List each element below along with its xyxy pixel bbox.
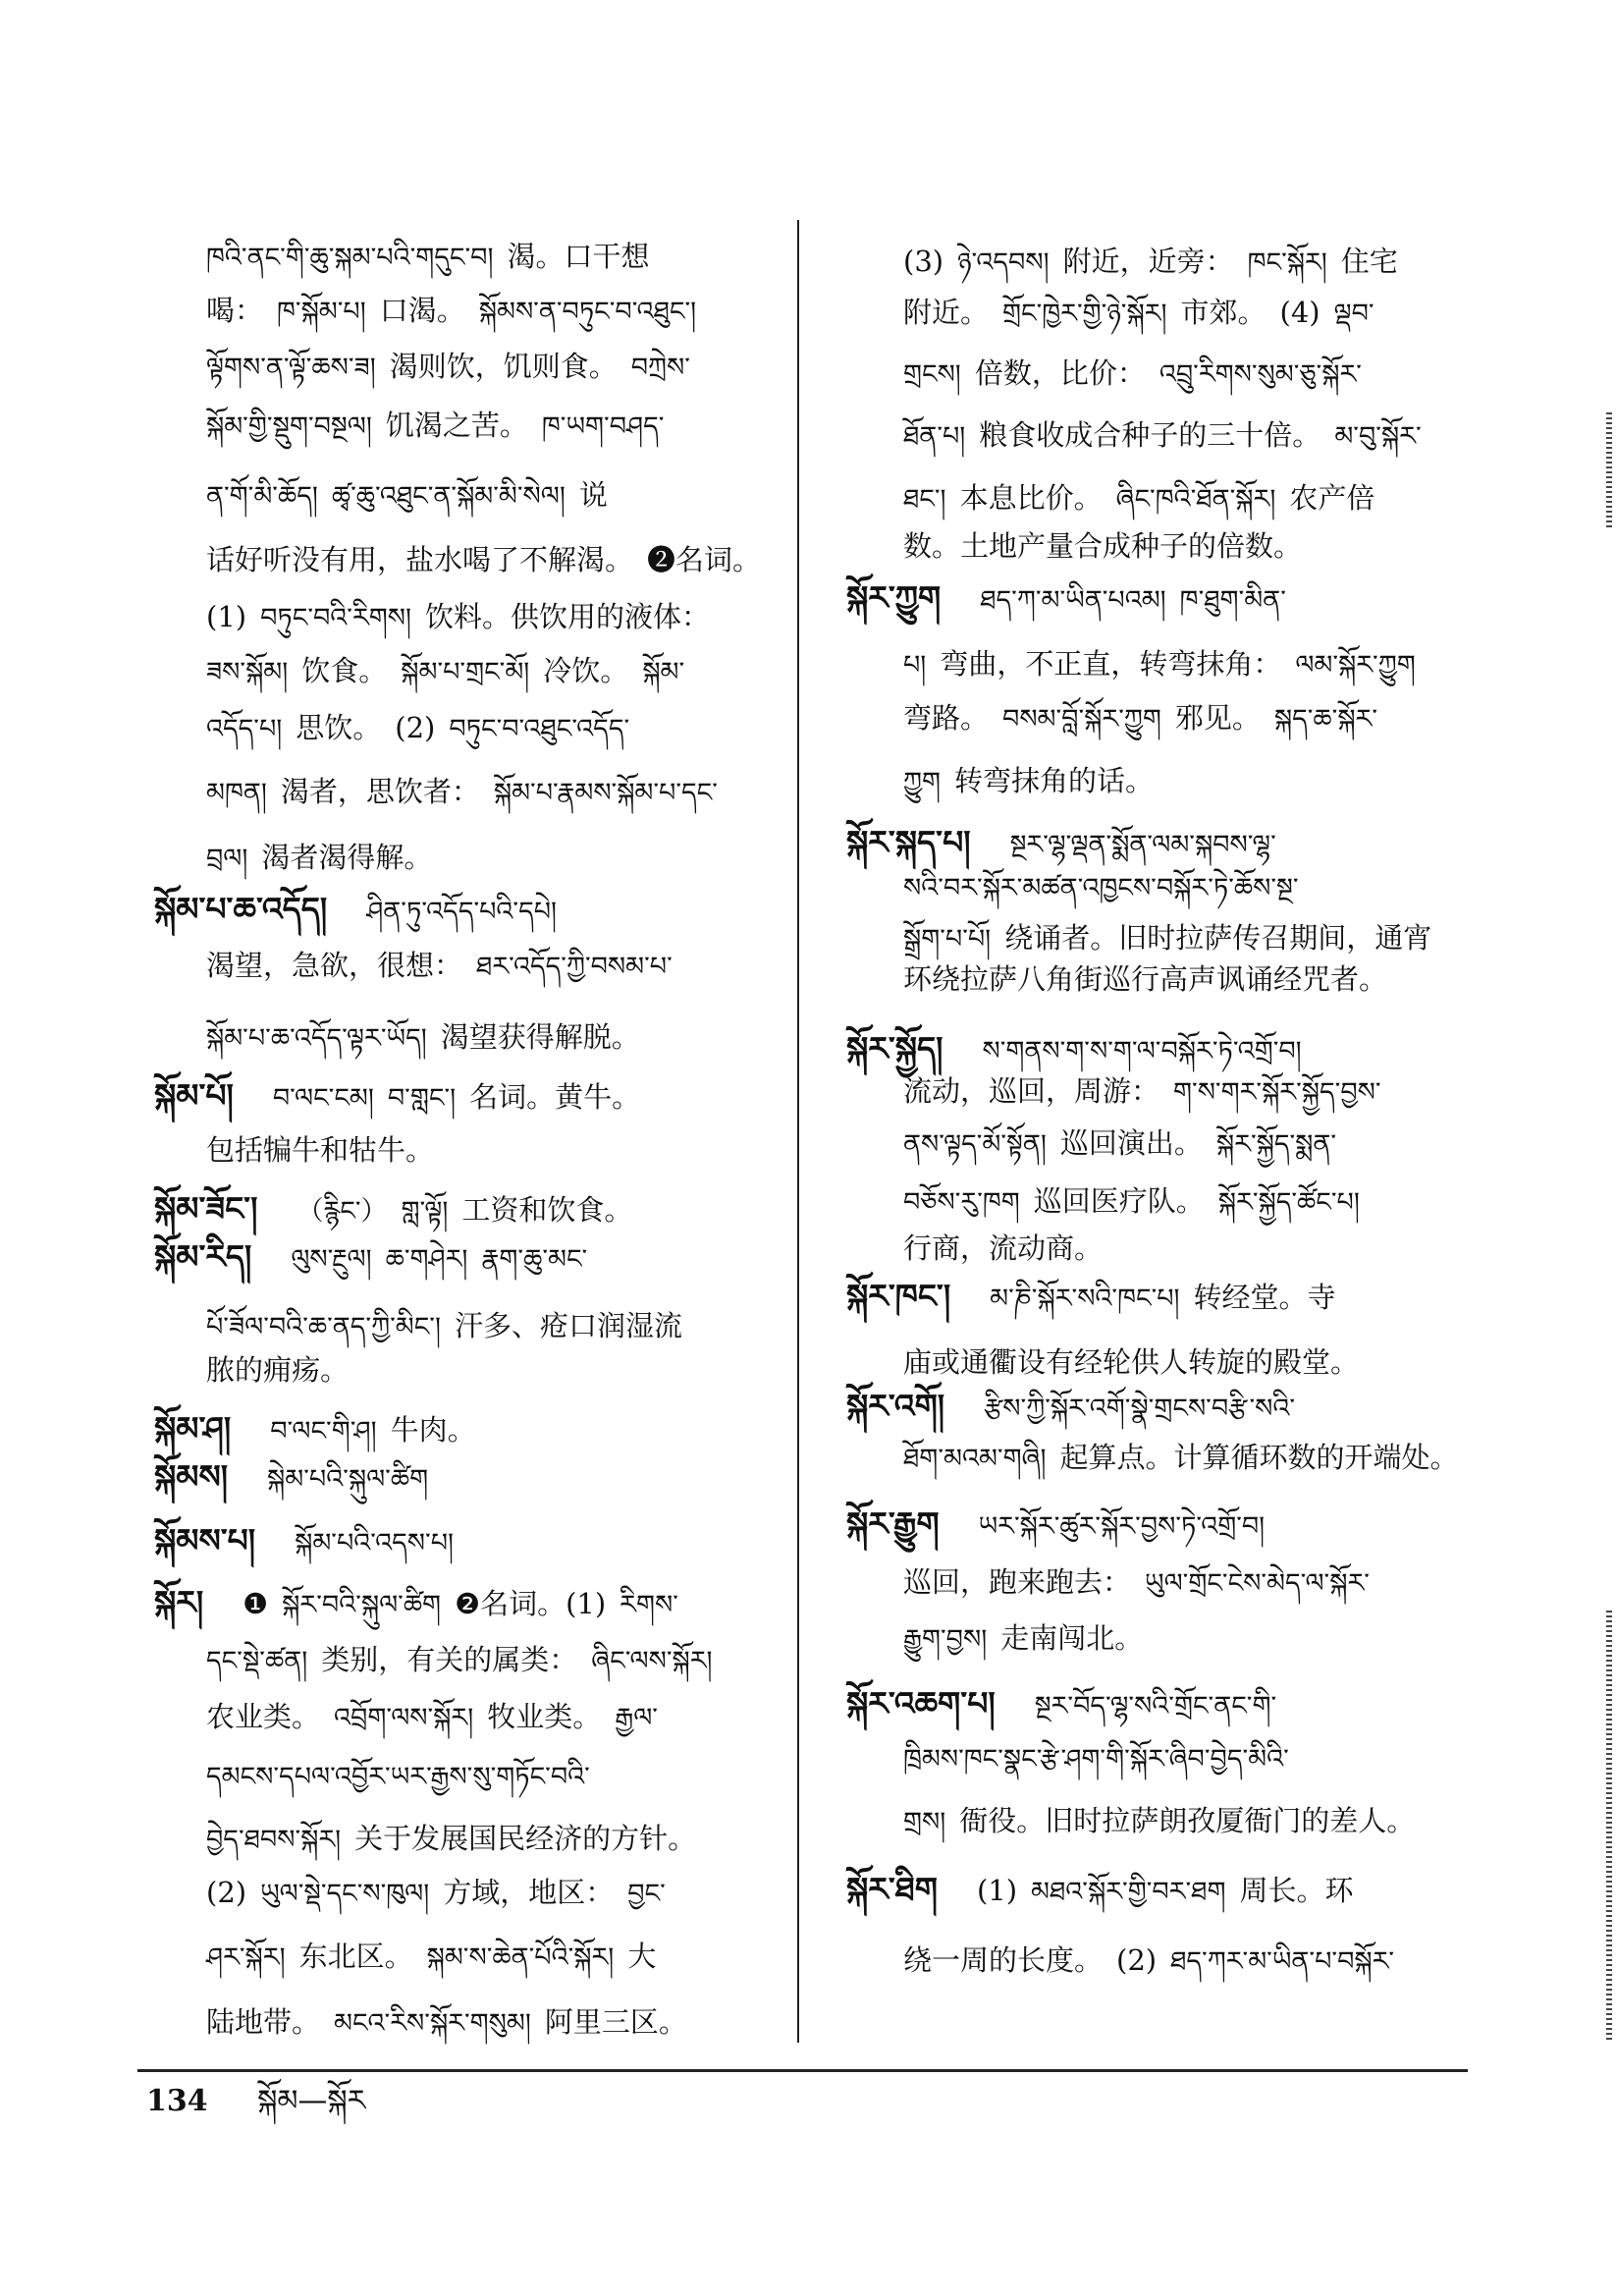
tibetan-text: འདོད་པ། <box>206 714 283 744</box>
chinese-text: 脓的痈疡。 <box>206 1353 350 1387</box>
entry-headline <box>154 1071 654 1121</box>
headword: སྐོར་སྐྱོད། <box>846 1029 943 1067</box>
entry-line <box>206 342 704 391</box>
entry-line <box>206 1932 670 1981</box>
chinese-text: 思饮。 <box>296 711 382 744</box>
chinese-text: ❷名词。(1) <box>455 1587 607 1620</box>
tibetan-text: སྐོམ་པ་རྣམས་སྐོམ་པ་དང་ <box>493 778 718 808</box>
entry-headline <box>154 885 570 934</box>
tibetan-text: རྒྱལ་ <box>615 1703 658 1733</box>
entry-line <box>903 955 1401 1004</box>
tibetan-text: ཞིང་ཁའི་ཐོན་སྐོར། <box>1115 484 1276 515</box>
tibetan-text: བཅོས་རུ་ཁག <box>903 1187 1020 1218</box>
tibetan-text: ཁྲིམས་ཁང་སྣང་རྩེ་ཤག་གི་སྐོར་ཞིབ་བྱེད་མིའི་ <box>903 1744 1289 1775</box>
entry-line <box>903 1176 1374 1226</box>
chinese-text: 邪见。 <box>1174 701 1261 735</box>
chinese-text: 行商，流动商。 <box>903 1231 1104 1265</box>
chinese-text: 说 <box>578 478 608 512</box>
entry-line <box>206 535 775 584</box>
tibetan-text: ཀྱུག <box>903 767 942 797</box>
tibetan-text: སྐོམ་ <box>642 657 685 687</box>
entry-line <box>903 473 1388 522</box>
chinese-text: 巡回演出。 <box>1059 1126 1203 1160</box>
tibetan-text: མངའ་རིས་སྐོར་གསུམ། <box>334 2008 531 2039</box>
entry-line <box>206 592 724 641</box>
tibetan-text: བྲལ། <box>206 844 248 874</box>
chinese-text: 弯路。 <box>903 701 990 735</box>
chinese-text: 工资和饮食。 <box>461 1193 633 1227</box>
tibetan-text: རྒྱུག་བྱས། <box>903 1624 988 1655</box>
entry-line <box>206 401 677 450</box>
entry-headline <box>846 818 1290 867</box>
chinese-text: 汗多、疮口润湿流 <box>454 1309 682 1342</box>
tibetan-text: ཐད་ཀར་མ་ཡིན་པ་བསྐོར་ <box>1170 1946 1395 1977</box>
entry-line <box>903 1119 1350 1168</box>
tibetan-text: བ་ལང་ངམ། <box>272 1083 374 1114</box>
entry-headline <box>846 1382 1309 1431</box>
tibetan-text: རྩིས་ཀྱི་སྐོར་འགོ་སྣེ་གྲངས་བརྩི་སའི་ <box>984 1394 1296 1424</box>
tibetan-text: རིགས་ <box>620 1590 678 1620</box>
tibetan-text: བ་གླང་། <box>387 1083 457 1114</box>
tibetan-text: ཁ་ཐུག་མིན་ <box>1179 585 1286 616</box>
chinese-text: 本息比价。 <box>959 481 1103 515</box>
tibetan-text: འབྲུ་རིགས་སུམ་ཅུ་སྐོར་ <box>1159 359 1362 390</box>
chinese-text: 农产倍 <box>1289 481 1375 515</box>
chinese-text: 口渴。 <box>379 294 465 327</box>
tibetan-text: གྲོང་ཁྱེར་གྱི་ཉེ་སྐོར། <box>1002 299 1167 329</box>
entry-line <box>903 521 1316 571</box>
tibetan-text: ལམ་སྐོར་ཀྱུག <box>1295 650 1416 681</box>
chinese-text: 庙或通衢设有经轮供人转旋的殿堂。 <box>903 1345 1360 1379</box>
tibetan-text: མ་ཎི་སྐོར་སའི་ཁང་པ། <box>990 1284 1180 1314</box>
tibetan-text: སྐོར་སྐྱོད་སྨན་ <box>1215 1129 1337 1160</box>
tibetan-text: སྐོམས་ན་བཏུང་བ་འཐུང་། <box>478 297 697 327</box>
entry-line <box>903 1224 1116 1273</box>
tibetan-text: ཁའི་ནང་གི་ཆུ་སྐམ་པའི་གདུང་བ། <box>206 243 494 273</box>
scan-edge-mark <box>1606 1611 1612 2043</box>
entry-headline <box>846 574 1300 623</box>
tibetan-text: བསམ་བློ་སྐོར་ཀྱུག <box>1002 704 1161 735</box>
entry-line <box>206 1301 696 1350</box>
tibetan-text: ཡུལ་གྲོང་ངེས་མེད་ལ་སྐོར་ <box>1145 1568 1370 1599</box>
tibetan-text: སྐོམ་པ་ཆ་འདོད་ལྟར་ཡོད། <box>206 1023 427 1054</box>
entry-headline <box>154 1184 646 1233</box>
chinese-text: 巡回，跑来跑去： <box>903 1565 1132 1599</box>
chinese-text: 周长。环 <box>1239 1874 1354 1907</box>
tibetan-text: ཡུལ་སྡེ་དང་ས་ཁུལ། <box>260 1879 430 1909</box>
entry-line <box>903 1433 1473 1482</box>
chinese-text: 转经堂。寺 <box>1193 1281 1336 1314</box>
entry-line <box>903 410 1435 460</box>
tibetan-text: སའི་བར་སྐོར་མཚན་འཁྱངས་བསྐོར་ཏེ་ཆོས་སྔ་ <box>903 873 1299 903</box>
entry-headline <box>154 1578 692 1627</box>
tibetan-text: ཁ་ཡག་བཤད་ <box>541 411 665 442</box>
entry-line <box>903 756 1167 805</box>
tibetan-text: ཚྭ་ཆུ་འཐུང་ན་སྐོམ་མི་སེལ། <box>331 481 566 512</box>
headword: སྐོམ་ཤ། <box>154 1409 232 1448</box>
chinese-text: (3) <box>903 245 944 278</box>
tibetan-text: ཁ་སྐོམ་པ། <box>277 297 366 327</box>
chinese-text: 流动，巡回，周游： <box>903 1074 1160 1108</box>
chinese-text: 转弯抹角的话。 <box>954 764 1155 797</box>
chinese-text: (1) <box>976 1874 1018 1907</box>
page-number: 134 <box>146 2084 208 2118</box>
chinese-text: 饥渴之苦。 <box>385 409 528 442</box>
tibetan-text: སྐོར་སྐྱོད་ཚོང་པ། <box>1217 1187 1360 1218</box>
tibetan-text: བཏུང་བའི་རིགས། <box>260 603 412 633</box>
chinese-text: 渴望获得解脱。 <box>440 1020 640 1054</box>
tibetan-text: ག་ས་གར་སྐོར་སྐྱོད་བྱས་ <box>1173 1077 1381 1108</box>
entry-line <box>206 1125 448 1175</box>
tibetan-text: དང་སྡེ་ཚན། <box>206 1646 308 1676</box>
chinese-text: (2) <box>1116 1943 1158 1977</box>
tibetan-text: ལྟོགས་ན་ལྟོ་ཆས་ཟ། <box>206 353 376 383</box>
headword: སྐོར་འགོ། <box>846 1387 945 1425</box>
tibetan-text: ཤིན་ཏུ་འདོད་པའི་དཔེ། <box>366 897 558 927</box>
tibetan-text: བ་ལང་གི་ཤ། <box>270 1416 377 1447</box>
headword: སྐོམ་ཟོང་། <box>154 1189 258 1228</box>
entry-line <box>903 1936 1408 1985</box>
chinese-text: 饮食。 <box>301 654 388 687</box>
chinese-text: 陆地带。 <box>206 2005 321 2039</box>
headword: སྐོམས་པ། <box>154 1521 256 1559</box>
column-divider <box>797 220 799 2043</box>
headword: སྐོམ་པོ། <box>154 1076 234 1115</box>
tibetan-text: ཐོག་མའམ་གཞི། <box>903 1444 1047 1474</box>
tibetan-text: ས་གནས་ག་ས་ག་ལ་བསྐོར་ཏེ་འགྲོ་བ། <box>982 1036 1302 1066</box>
entry-line <box>206 1868 679 1917</box>
headword: སྐོར་འཆག་པ། <box>846 1684 996 1722</box>
chinese-text: 饮料。供饮用的液体： <box>425 600 711 633</box>
chinese-text: (2) <box>395 711 436 744</box>
entry-line <box>206 833 446 882</box>
chinese-text: 农业类。 <box>206 1700 321 1733</box>
entry-headline <box>154 1516 467 1565</box>
tibetan-text: འབྲོག་ལས་སྐོར། <box>334 1703 474 1733</box>
tibetan-text: ཐང་། <box>903 484 946 515</box>
headword: སྐོར་སྐད་པ། <box>846 823 971 861</box>
entry-line <box>206 1692 672 1741</box>
entry-line <box>903 237 1412 286</box>
entry-line <box>206 1345 362 1394</box>
chinese-text: 关于发展国民经济的方针。 <box>354 1822 697 1855</box>
entry-line <box>903 1733 1303 1782</box>
tibetan-text: ཤར་སྐོར། <box>206 1942 286 1973</box>
chinese-text: ❷名词。 <box>647 543 762 576</box>
chinese-text: 弯曲，不正直，转弯抹角： <box>940 647 1282 681</box>
entry-line <box>206 1751 604 1800</box>
headword: སྐོར་ཀྱུག <box>846 578 942 617</box>
entry-line <box>903 1558 1383 1607</box>
entry-line <box>206 286 710 335</box>
page-footer <box>146 2077 365 2126</box>
tibetan-text: སྔར་བོད་ལྷ་སའི་གྲོང་ནང་གི་ <box>1034 1691 1277 1722</box>
chinese-text: 住宅 <box>1340 245 1398 278</box>
entry-line <box>206 767 731 816</box>
chinese-text: 类别，有关的属类： <box>321 1643 578 1676</box>
chinese-text: 粮食收成合种子的三十倍。 <box>979 418 1321 452</box>
entry-headline <box>846 1500 1278 1549</box>
entry-line <box>903 639 1429 688</box>
tibetan-text: བྱང་ <box>627 1879 666 1909</box>
headword: སྐོར། <box>154 1583 204 1621</box>
tibetan-text: ཐད་ཀ་མ་ཡིན་པའམ། <box>980 585 1166 616</box>
tibetan-text: ཆ་གཤེར། <box>385 1244 468 1275</box>
headword: སྐོམ་པ་ཆ་འདོད། <box>154 890 328 928</box>
tibetan-text: མཐའ་སྐོར་གྱི་བར་ཐག <box>1031 1877 1226 1907</box>
tibetan-text: སྐོམ་པའི་འདས་པ། <box>295 1528 454 1558</box>
chinese-text: 起算点。计算循环数的开端处。 <box>1059 1441 1459 1474</box>
chinese-text: 绕一周的长度。 <box>903 1943 1104 1977</box>
tibetan-text: ནས་ལྟད་མོ་སྟོན། <box>903 1129 1047 1160</box>
entry-line <box>206 232 663 281</box>
chinese-text: 市郊。 <box>1180 296 1267 329</box>
tibetan-text: ཁང་སྐོར། <box>1247 247 1327 278</box>
headword: སྐོམས། <box>154 1457 229 1496</box>
entry-headline <box>154 1404 490 1453</box>
chinese-text: 衙役。旧时拉萨朗孜厦衙门的差人。 <box>959 1804 1416 1837</box>
entry-headline <box>154 1452 442 1502</box>
tibetan-text: མཁན། <box>206 778 267 808</box>
chinese-text: 大 <box>627 1940 657 1973</box>
entry-line <box>903 862 1313 911</box>
entry-line <box>903 1796 1428 1845</box>
tibetan-text: བཀྲེས་ <box>630 353 690 383</box>
tibetan-text: བྱེད་ཐབས་སྐོར། <box>206 1825 342 1855</box>
tibetan-text: ལུས་རྔུལ། <box>291 1244 372 1275</box>
chinese-text: 喝： <box>206 294 264 327</box>
chinese-text: 名词。黄牛。 <box>469 1080 641 1114</box>
tibetan-text: （རྙིང་） <box>296 1196 388 1227</box>
entry-line <box>206 646 698 695</box>
chinese-text: 渴者，思饮者： <box>280 775 480 808</box>
tibetan-text: གླ་ལྟོ། <box>401 1196 449 1227</box>
entry-line <box>206 1814 710 1863</box>
entry-line <box>206 941 686 990</box>
tibetan-text: གྲས། <box>903 1807 946 1837</box>
chinese-text: 倍数，比价： <box>974 356 1146 390</box>
tibetan-text: ལྡབ་ <box>1333 299 1374 329</box>
entry-line <box>206 1635 727 1684</box>
chinese-text: 冷饮。 <box>543 654 629 687</box>
entry-line <box>206 1997 701 2047</box>
headword: སྐོར་ཐིག <box>846 1870 938 1908</box>
tibetan-text: ཐར་འདོད་ཀྱི་བསམ་པ་ <box>476 952 673 982</box>
tibetan-text: སྐོམ་པ་གྲང་མོ། <box>401 657 530 687</box>
chinese-text: ❶ <box>243 1587 269 1620</box>
chinese-text: 环绕拉萨八角街巡行高声讽诵经咒者。 <box>903 962 1388 996</box>
tibetan-text: སྐོམ་གྱི་སྡུག་བསྔལ། <box>206 411 372 442</box>
entry-line <box>206 470 621 519</box>
headword-range: སྐོམ—སྐོར <box>257 2084 366 2118</box>
entry-headline <box>846 1272 1350 1321</box>
headword: སྐོར་ཁང་། <box>846 1277 951 1315</box>
entry-headline <box>846 1679 1290 1728</box>
entry-line <box>206 703 643 752</box>
chinese-text: 渴望，急欲，很想： <box>206 949 463 982</box>
tibetan-text: སྐོར་བའི་སྐུལ་ཚིག <box>282 1590 442 1620</box>
chinese-text: (1) <box>206 600 247 633</box>
footer-rule <box>137 2069 1468 2072</box>
headword: སྐོར་རྒྱུག <box>846 1504 940 1543</box>
chinese-text: 数。土地产量合成种子的倍数。 <box>903 529 1303 563</box>
tibetan-text: མ་བུ་སྐོར་ <box>1334 421 1422 452</box>
chinese-text: 渴。口干想 <box>507 240 650 273</box>
entry-line <box>903 1066 1395 1116</box>
tibetan-text: སྒྲོག་པ་པོ། <box>903 924 992 955</box>
entry-line <box>206 1012 654 1062</box>
chinese-text: 走南闯北。 <box>1000 1621 1144 1655</box>
entry-headline <box>846 1865 1368 1914</box>
headword: སྐོམ་རིད། <box>154 1237 252 1276</box>
tibetan-text: བཏུང་བ་འཐུང་འདོད་ <box>449 714 630 744</box>
chinese-text: 绕诵者。旧时拉萨传召期间，通宵 <box>1004 921 1432 955</box>
tibetan-text: པ། <box>903 650 927 681</box>
scan-edge-mark <box>1606 412 1612 530</box>
tibetan-text: སྐམ་ས་ཆེན་པོའི་སྐོར། <box>426 1942 615 1973</box>
chinese-text: 巡回医疗队。 <box>1033 1184 1205 1218</box>
entry-line <box>903 288 1388 337</box>
tibetan-text: སྔར་ལྷ་ལྡན་སྨོན་ལམ་སྐབས་ལྷ་ <box>1009 830 1276 860</box>
entry-line <box>903 349 1375 398</box>
tibetan-text: ན་གོ་མི་ཆོད། <box>206 481 318 512</box>
tibetan-text: ཐོན་པ། <box>903 421 966 452</box>
entry-headline <box>154 1232 601 1282</box>
chinese-text: 牛肉。 <box>390 1413 476 1447</box>
tibetan-text: སྐད་ཆ་སྐོར་ <box>1273 704 1378 735</box>
chinese-text: 东北区。 <box>298 1940 413 1973</box>
tibetan-text: ཡར་སྐོར་ཚུར་སྐོར་བྱས་ཏེ་འགྲོ་བ། <box>978 1511 1266 1542</box>
chinese-text: 方域，地区： <box>443 1876 615 1909</box>
tibetan-text: རྣག་ཆུ་མང་ <box>481 1244 588 1275</box>
tibetan-text: ཞིང་ལས་སྐོར། <box>591 1646 713 1676</box>
chinese-text: (2) <box>206 1876 247 1909</box>
chinese-text: 话好听没有用，盐水喝了不解渴。 <box>206 543 634 576</box>
tibetan-text: ཉེ་འདབས། <box>957 247 1050 278</box>
chinese-text: 包括犏牛和牯牛。 <box>206 1133 435 1167</box>
chinese-text: 渴者渴得解。 <box>261 841 433 874</box>
tibetan-text: པོ་ཟོལ་བའི་ཆ་ནད་ཀྱི་མིང་། <box>206 1312 441 1342</box>
tibetan-text: ཟས་སྐོམ། <box>206 657 289 687</box>
tibetan-text: དམངས་དཔལ་འབྱོར་ཡར་རྒྱས་སུ་གཏོང་བའི་ <box>206 1762 590 1792</box>
chinese-text: 牧业类。 <box>487 1700 602 1733</box>
entry-line <box>903 1613 1157 1663</box>
chinese-text: 附近，近旁： <box>1062 245 1234 278</box>
tibetan-text: སྐེམ་པའི་སྐུལ་ཚིག <box>267 1464 429 1495</box>
chinese-text: (4) <box>1279 296 1321 329</box>
chinese-text: 渴则饮，饥则食。 <box>389 350 618 383</box>
entry-line <box>903 693 1391 742</box>
chinese-text: 阿里三区。 <box>544 2005 687 2039</box>
chinese-text: 附近。 <box>903 296 990 329</box>
entry-line <box>903 1338 1373 1387</box>
tibetan-text: གྲངས། <box>903 359 961 390</box>
